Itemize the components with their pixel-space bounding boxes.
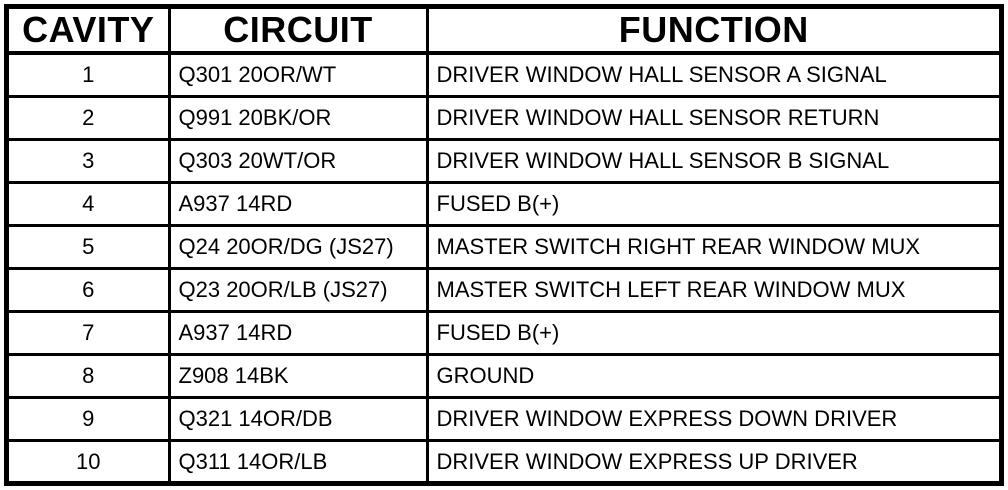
table-row	[9, 312, 999, 355]
circuit-cell: A937 14RD	[169, 312, 427, 355]
pinout-table	[9, 9, 999, 482]
circuit-cell: Q24 20OR/DG (JS27)	[169, 226, 427, 269]
cavity-cell: 3	[9, 140, 169, 183]
function-cell: DRIVER WINDOW HALL SENSOR A SIGNAL	[427, 53, 999, 97]
circuit-cell: Q303 20WT/OR	[169, 140, 427, 183]
table-body	[9, 53, 999, 482]
function-cell: MASTER SWITCH LEFT REAR WINDOW MUX	[427, 269, 999, 312]
pinout-table-frame	[4, 4, 1004, 486]
column-header-cavity: CAVITY	[9, 9, 169, 53]
table-row	[9, 355, 999, 398]
function-cell: GROUND	[427, 355, 999, 398]
function-cell: DRIVER WINDOW HALL SENSOR RETURN	[427, 97, 999, 140]
circuit-cell: Q301 20OR/WT	[169, 53, 427, 97]
cavity-cell: 6	[9, 269, 169, 312]
cavity-cell: 10	[9, 441, 169, 483]
column-header-circuit: CIRCUIT	[169, 9, 427, 53]
function-cell: MASTER SWITCH RIGHT REAR WINDOW MUX	[427, 226, 999, 269]
table-header	[9, 9, 999, 53]
table-row	[9, 140, 999, 183]
function-cell: FUSED B(+)	[427, 183, 999, 226]
table-row	[9, 183, 999, 226]
function-cell: DRIVER WINDOW HALL SENSOR B SIGNAL	[427, 140, 999, 183]
table-row	[9, 226, 999, 269]
function-cell: DRIVER WINDOW EXPRESS DOWN DRIVER	[427, 398, 999, 441]
circuit-cell: Q991 20BK/OR	[169, 97, 427, 140]
table-row	[9, 398, 999, 441]
cavity-cell: 5	[9, 226, 169, 269]
function-cell: DRIVER WINDOW EXPRESS UP DRIVER	[427, 441, 999, 483]
cavity-cell: 1	[9, 53, 169, 97]
cavity-cell: 2	[9, 97, 169, 140]
circuit-cell: A937 14RD	[169, 183, 427, 226]
cavity-cell: 8	[9, 355, 169, 398]
cavity-cell: 7	[9, 312, 169, 355]
table-row	[9, 97, 999, 140]
circuit-cell: Z908 14BK	[169, 355, 427, 398]
cavity-cell: 4	[9, 183, 169, 226]
function-cell: FUSED B(+)	[427, 312, 999, 355]
circuit-cell: Q23 20OR/LB (JS27)	[169, 269, 427, 312]
table-row	[9, 269, 999, 312]
circuit-cell: Q311 14OR/LB	[169, 441, 427, 483]
table-row	[9, 53, 999, 97]
table-row	[9, 441, 999, 483]
circuit-cell: Q321 14OR/DB	[169, 398, 427, 441]
header-row	[9, 9, 999, 53]
column-header-function: FUNCTION	[427, 9, 999, 53]
cavity-cell: 9	[9, 398, 169, 441]
